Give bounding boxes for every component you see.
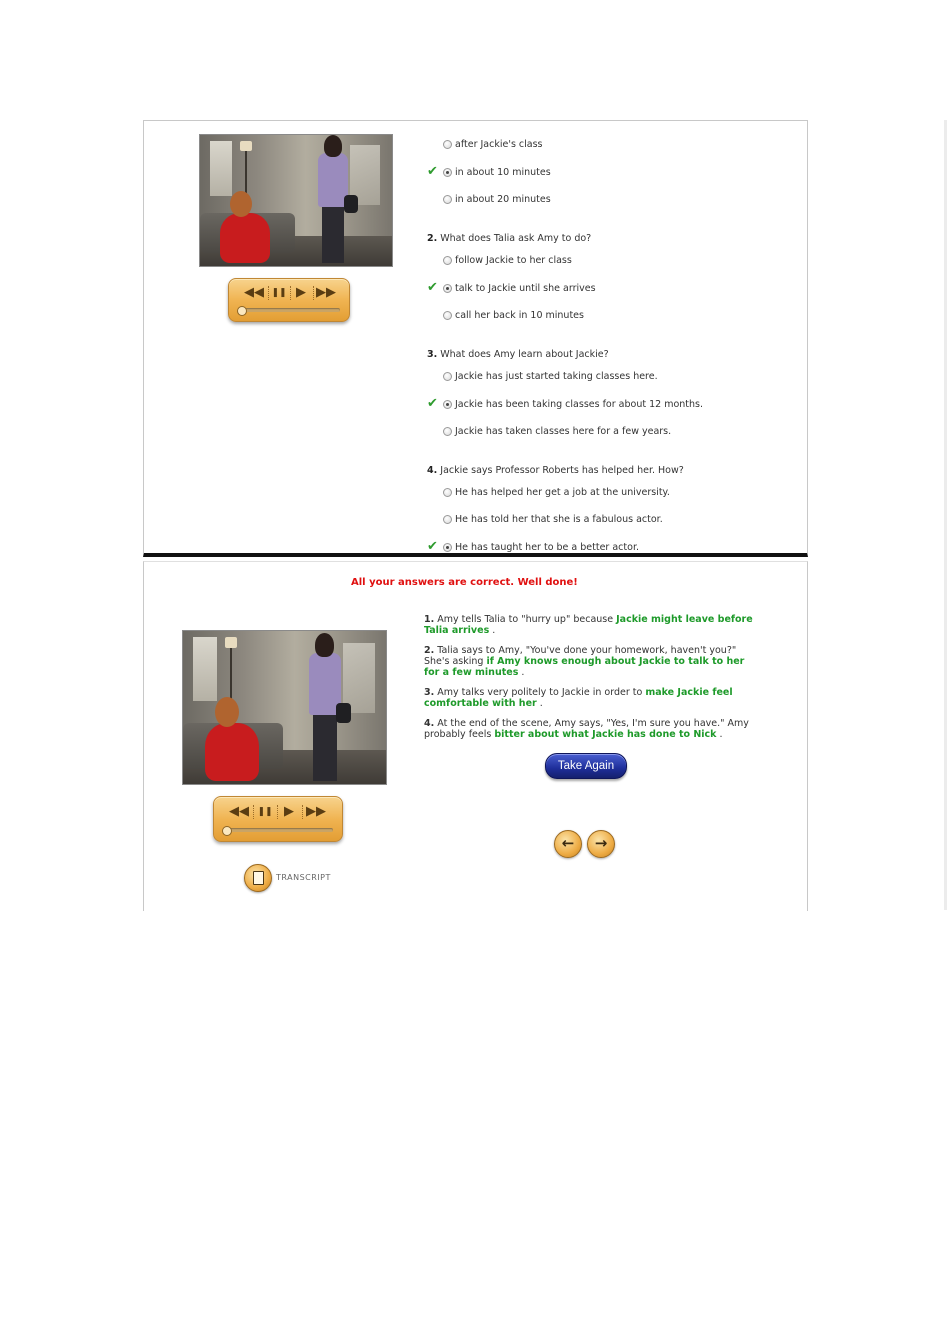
correct-check-icon: ✔ (427, 539, 438, 554)
correct-check-icon: ✔ (427, 280, 438, 295)
rewind-icon[interactable]: ◀◀ (244, 285, 264, 300)
q3-option-1-radio[interactable] (443, 372, 452, 381)
question-3 (427, 349, 609, 360)
answer-1-highlight: Jackie might leave before Talia arrives (424, 614, 753, 636)
control-separator (253, 805, 255, 819)
control-separator (277, 805, 279, 819)
next-arrow-icon[interactable]: → (587, 830, 615, 858)
video-standing-woman-head (324, 135, 342, 157)
answer-2-number: 2. (424, 645, 435, 656)
video-seated-woman-head (230, 191, 252, 217)
q2-option-2-radio[interactable] (443, 284, 452, 293)
progress-thumb[interactable] (222, 826, 232, 836)
take-again-button[interactable]: Take Again (545, 753, 627, 779)
video-seated-woman (220, 213, 270, 263)
question-2-text: What does Talia ask Amy to do? (440, 233, 592, 244)
q2-option-2-label: talk to Jackie until she arrives (455, 283, 596, 294)
result-header: All your answers are correct. Well done! (351, 577, 578, 588)
q1-option-3-radio[interactable] (443, 195, 452, 204)
media-controls (213, 796, 343, 842)
results-panel (143, 561, 808, 911)
fast-forward-icon[interactable]: ▶▶ (306, 804, 326, 819)
correct-check-icon: ✔ (427, 164, 438, 179)
quiz-panel (143, 120, 808, 557)
q2-option-3-label: call her back in 10 minutes (455, 310, 584, 321)
answer-3-number: 3. (424, 687, 435, 698)
answer-3-prefix: Amy talks very politely to Jackie in order to (437, 687, 643, 698)
q1-option-1-radio[interactable] (443, 140, 452, 149)
question-3-text: What does Amy learn about Jackie? (440, 349, 609, 360)
q4-option-3-radio[interactable] (443, 543, 452, 552)
q4-option-2-label: He has told her that she is a fabulous actor. (455, 514, 663, 525)
answer-2-highlight: if Amy knows enough about Jackie to talk to her for a few minutes (424, 656, 745, 678)
question-4-number: 4. (427, 465, 438, 476)
video-seated-woman (205, 723, 259, 781)
video-window (193, 637, 217, 701)
video-standing-woman-legs (313, 713, 337, 781)
video-frame[interactable] (182, 630, 387, 785)
video-standing-woman-legs (322, 205, 344, 263)
q3-option-3-label: Jackie has taken classes here for a few years. (455, 426, 672, 437)
pause-icon[interactable]: ❚❚ (257, 807, 273, 817)
q1-option-2-radio[interactable] (443, 168, 452, 177)
q1-option-2-label: in about 10 minutes (455, 167, 551, 178)
transcript-icon[interactable] (244, 864, 272, 892)
answer-2 (424, 645, 754, 678)
question-4-text: Jackie says Professor Roberts has helped her. How? (440, 465, 684, 476)
video-standing-woman-head (315, 633, 334, 657)
answer-1-number: 1. (424, 614, 435, 625)
q2-option-3-radio[interactable] (443, 311, 452, 320)
q4-option-3-label: He has taught her to be a better actor. (455, 542, 639, 553)
progress-track[interactable] (223, 828, 333, 832)
answer-4-highlight: bitter about what Jackie has done to Nick (494, 729, 717, 740)
progress-track[interactable] (238, 308, 340, 312)
q2-option-1-radio[interactable] (443, 256, 452, 265)
control-separator (268, 286, 270, 300)
answer-2-prefix: Talia says to Amy, "You've done your homework, haven't you?" She's asking (424, 645, 737, 667)
answer-3-highlight: make Jackie feel comfortable with her (424, 687, 733, 709)
q1-option-1-label: after Jackie's class (455, 139, 543, 150)
q3-option-2-label: Jackie has been taking classes for about 12 months. (455, 399, 704, 410)
answer-1-prefix: Amy tells Talia to "hurry up" because (437, 614, 614, 625)
video-bag (344, 195, 358, 213)
question-2-number: 2. (427, 233, 438, 244)
answer-4-suffix: . (719, 729, 723, 740)
media-controls (228, 278, 350, 322)
correct-check-icon: ✔ (427, 396, 438, 411)
video-window (210, 141, 232, 196)
question-2 (427, 233, 591, 244)
q4-option-2-radio[interactable] (443, 515, 452, 524)
answer-3-suffix: . (539, 698, 543, 709)
rewind-icon[interactable]: ◀◀ (229, 804, 249, 819)
q4-option-1-radio[interactable] (443, 488, 452, 497)
question-4 (427, 465, 684, 476)
control-separator (290, 286, 292, 300)
answer-4-prefix: At the end of the scene, Amy says, "Yes, I'm sure you have." Amy probably feels (424, 718, 749, 740)
answer-4-number: 4. (424, 718, 435, 729)
progress-thumb[interactable] (237, 306, 247, 316)
video-lamp-shade (240, 141, 252, 151)
answer-1-suffix: . (492, 625, 496, 636)
answer-3 (424, 687, 754, 709)
q3-option-2-radio[interactable] (443, 400, 452, 409)
answer-4 (424, 718, 754, 740)
play-icon[interactable]: ▶ (284, 804, 294, 819)
question-3-number: 3. (427, 349, 438, 360)
pause-icon[interactable]: ❚❚ (271, 288, 287, 298)
answer-2-suffix: . (521, 667, 525, 678)
video-lamp-shade (225, 637, 237, 648)
document-icon (253, 871, 264, 885)
play-icon[interactable]: ▶ (296, 285, 306, 300)
previous-arrow-icon[interactable]: ← (554, 830, 582, 858)
q3-option-3-radio[interactable] (443, 427, 452, 436)
q4-option-1-label: He has helped her get a job at the university. (455, 487, 670, 498)
fast-forward-icon[interactable]: ▶▶ (316, 285, 336, 300)
video-bag (336, 703, 351, 723)
page-edge-shadow (944, 120, 947, 910)
answer-1 (424, 614, 754, 636)
q1-option-3-label: in about 20 minutes (455, 194, 551, 205)
video-frame[interactable] (199, 134, 393, 267)
transcript-link[interactable]: TRANSCRIPT (276, 873, 331, 882)
control-separator (313, 286, 315, 300)
q3-option-1-label: Jackie has just started taking classes here. (455, 371, 658, 382)
video-seated-woman-head (215, 697, 239, 727)
q2-option-1-label: follow Jackie to her class (455, 255, 572, 266)
control-separator (302, 805, 304, 819)
